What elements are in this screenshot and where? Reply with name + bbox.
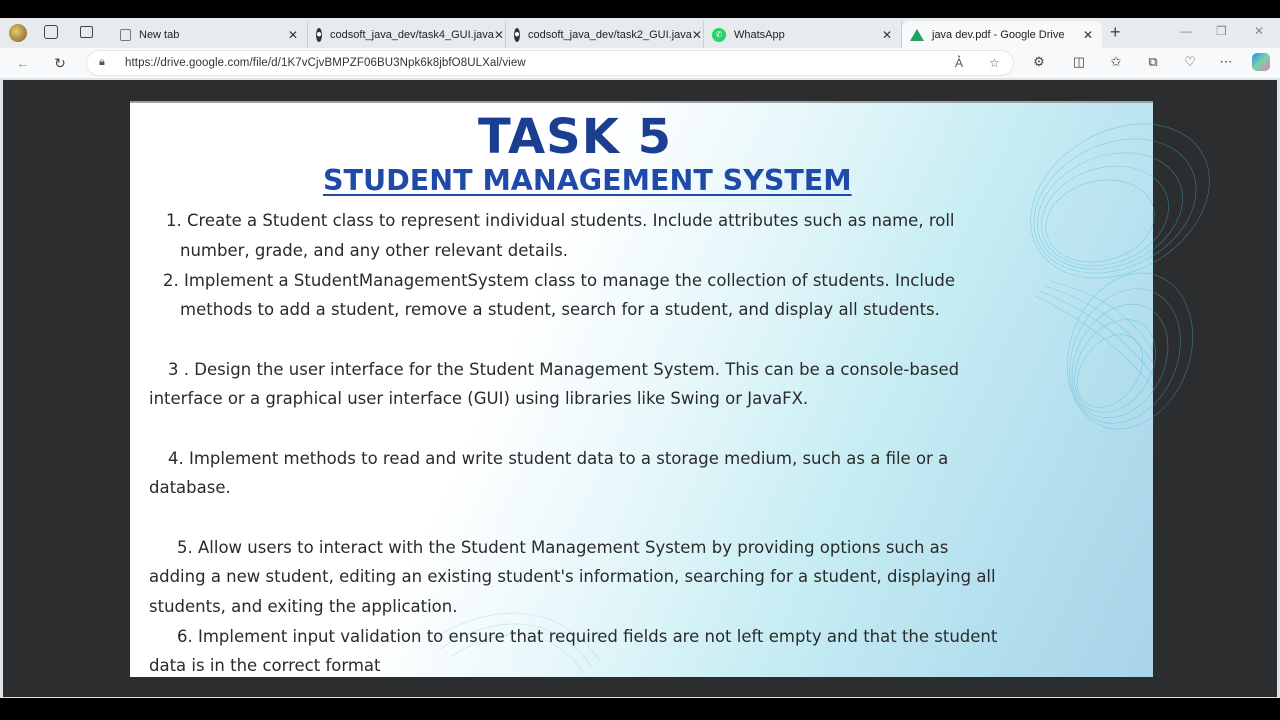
minimize-icon[interactable]: — <box>1180 24 1192 38</box>
toolbar <box>0 48 1280 78</box>
github-icon: ● <box>514 29 521 40</box>
workspaces-icon[interactable] <box>44 25 58 39</box>
text-line: 4. Implement methods to read and write student data to a storage medium, such as a file or a <box>168 449 949 468</box>
window-close-icon[interactable]: ✕ <box>1254 24 1265 38</box>
address-bar[interactable] <box>86 50 1014 76</box>
close-icon[interactable]: ✕ <box>691 27 702 42</box>
favorites-icon[interactable]: ✩ <box>1110 54 1122 69</box>
text-line: database. <box>149 478 231 497</box>
favorite-star-icon[interactable]: ☆ <box>989 56 1000 70</box>
collections-icon[interactable]: ⧉ <box>1148 54 1158 69</box>
github-icon: ● <box>316 29 323 40</box>
tab-label: New tab <box>139 28 180 41</box>
tab-whatsapp[interactable] <box>704 21 902 48</box>
more-menu-icon[interactable]: ⋯ <box>1219 54 1233 69</box>
copilot-icon[interactable] <box>1252 53 1270 71</box>
refresh-button[interactable]: ↻ <box>54 55 66 71</box>
text-line: 6. Implement input validation to ensure that required fields are not left empty and that the student <box>177 627 998 646</box>
restore-icon[interactable]: ❐ <box>1216 24 1227 38</box>
close-icon[interactable]: ✕ <box>1082 27 1094 42</box>
tab-task4-gui[interactable] <box>308 21 506 48</box>
back-button[interactable]: ← <box>16 55 30 71</box>
document-subtitle: STUDENT MANAGEMENT SYSTEM <box>323 164 852 197</box>
tab-google-drive[interactable] <box>902 21 1102 48</box>
document-title: TASK 5 <box>478 109 673 165</box>
close-icon[interactable]: ✕ <box>881 27 893 42</box>
browser-essentials-icon[interactable]: ♡ <box>1184 54 1196 69</box>
tab-label: WhatsApp <box>734 28 785 41</box>
whatsapp-icon: ✆ <box>712 28 726 42</box>
bottom-letterbox <box>0 698 1280 720</box>
text-line: 2. Implement a StudentManagementSystem class to manage the collection of students. Include <box>163 271 956 290</box>
text-line: adding a new student, editing an existing student's information, searching for a student, displaying all <box>149 567 996 586</box>
drive-icon <box>910 29 924 41</box>
pdf-page <box>130 101 1153 677</box>
browser-window <box>0 18 1280 698</box>
new-tab-button[interactable]: + <box>1110 22 1121 42</box>
tab-label: codsoft_java_dev/task2_GUI.java <box>528 28 692 41</box>
text-line: 1. Create a Student class to represent individual students. Include attributes such as name, roll <box>166 211 955 230</box>
text-line: interface or a graphical user interface (GUI) using libraries like Swing or JavaFX. <box>149 389 809 408</box>
tab-new-tab[interactable] <box>112 21 308 48</box>
vertical-tabs-icon[interactable] <box>80 26 93 38</box>
text-line: students, and exiting the application. <box>149 597 458 616</box>
text-line: 5. Allow users to interact with the Student Management System by providing options such as <box>177 538 949 557</box>
text-line: methods to add a student, remove a student, search for a student, and display all students. <box>180 300 940 319</box>
extensions-icon[interactable]: ⚙ <box>1033 54 1045 69</box>
read-aloud-icon[interactable]: A͛ <box>955 56 964 70</box>
url-text[interactable]: https://drive.google.com/file/d/1K7vCjvBMPZF06BU3Npk6k8jbfO8ULXal/view <box>125 57 526 69</box>
text-line: data is in the correct format <box>149 656 381 675</box>
tab-task2-gui[interactable] <box>506 21 704 48</box>
tab-bar <box>0 18 1280 48</box>
tab-label: codsoft_java_dev/task4_GUI.java <box>330 28 494 41</box>
lock-icon[interactable]: 🔒︎ <box>99 56 105 68</box>
text-line: 3 . Design the user interface for the Student Management System. This can be a console-based <box>168 360 960 379</box>
close-icon[interactable]: ✕ <box>493 27 504 42</box>
text-line: number, grade, and any other relevant details. <box>180 241 569 260</box>
profile-avatar[interactable] <box>9 24 27 42</box>
split-screen-icon[interactable]: ◫ <box>1072 54 1086 69</box>
page-icon <box>120 29 131 41</box>
tab-label: java dev.pdf - Google Drive <box>932 28 1065 41</box>
top-letterbox <box>0 0 1280 18</box>
pdf-viewer[interactable] <box>3 80 1277 697</box>
close-icon[interactable]: ✕ <box>287 27 299 42</box>
